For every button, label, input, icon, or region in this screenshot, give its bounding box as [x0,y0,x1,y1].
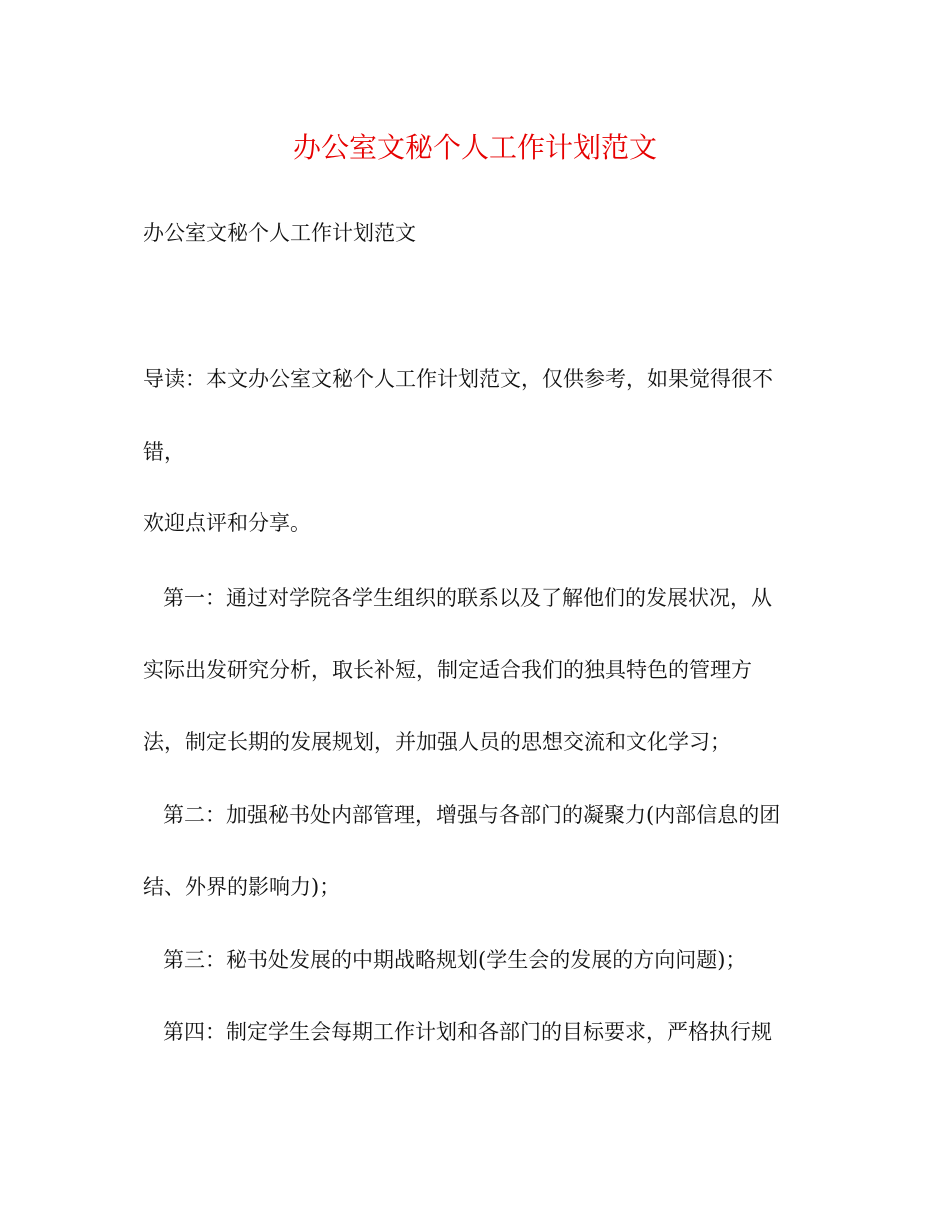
paragraph-line: 欢迎点评和分享。 [143,511,311,535]
paragraph-line: 结、外界的影响力)； [143,875,341,899]
paragraph-line: 错， [143,440,185,464]
document-title: 办公室文秘个人工作计划范文 [292,131,657,164]
document-subtitle: 办公室文秘个人工作计划范文 [143,221,416,245]
paragraph-line: 第三：秘书处发展的中期战略规划(学生会的发展的方向问题)； [163,948,747,972]
paragraph-line: 实际出发研究分析，取长补短，制定适合我们的独具特色的管理方 [143,658,752,682]
paragraph-line: 第一：通过对学院各学生组织的联系以及了解他们的发展状况，从 [163,586,772,610]
paragraph-line: 第四：制定学生会每期工作计划和各部门的目标要求，严格执行规 [163,1020,772,1044]
paragraph-line: 导读：本文办公室文秘个人工作计划范文，仅供参考，如果觉得很不 [143,367,773,391]
paragraph-line: 第二：加强秘书处内部管理，增强与各部门的凝聚力(内部信息的团 [163,803,781,827]
paragraph-line: 法，制定长期的发展规划，并加强人员的思想交流和文化学习； [143,730,731,754]
